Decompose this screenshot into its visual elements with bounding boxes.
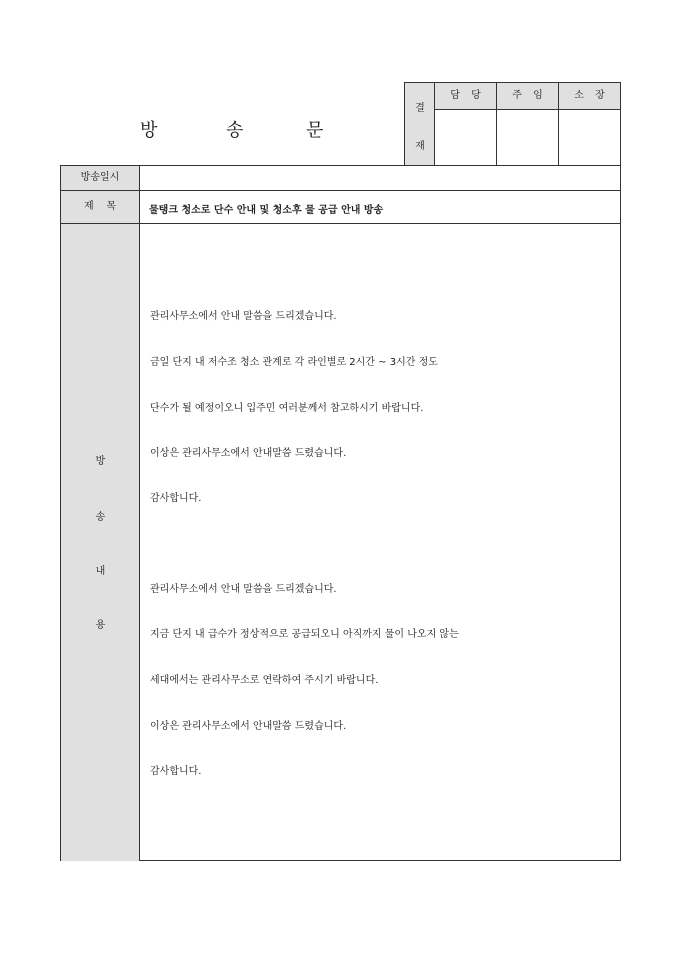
approval-box — [404, 82, 621, 165]
content-line: 관리사무소에서 안내 말씀을 드리겠습니다. — [150, 311, 337, 322]
row-divider — [61, 223, 620, 224]
broadcast-form — [60, 165, 621, 861]
approval-right-border — [620, 82, 621, 165]
content-label-cell — [61, 224, 140, 861]
title-char: 방 — [140, 120, 158, 141]
content-line: 지금 단지 내 급수가 정상적으로 공급되오니 아직까지 물이 나오지 않는 — [150, 629, 459, 640]
content-line: 감사합니다. — [150, 493, 202, 504]
subject-value[interactable]: 물탱크 청소로 단수 안내 및 청소후 물 공급 안내 방송 — [149, 205, 384, 216]
title-char: 송 — [226, 120, 244, 141]
signature-box-director[interactable] — [558, 109, 620, 165]
content-line: 감사합니다. — [150, 766, 202, 777]
content-line: 이상은 관리사무소에서 안내말씀 드렸습니다. — [150, 721, 347, 732]
content-line: 세대에서는 관리사무소로 연락하여 주시기 바랍니다. — [150, 675, 379, 686]
approval-label-cell — [404, 82, 434, 165]
approval-header-manager: 담 당 — [434, 82, 496, 109]
row-divider — [61, 190, 620, 191]
subject-label: 제 목 — [61, 191, 140, 223]
content-line: 이상은 관리사무소에서 안내말씀 드렸습니다. — [150, 448, 347, 459]
approval-header-director: 소 장 — [558, 82, 620, 109]
approval-header-chief: 주 임 — [496, 82, 558, 109]
content-line: 관리사무소에서 안내 말씀을 드리겠습니다. — [150, 584, 337, 595]
content-label-char: 내 — [95, 566, 106, 577]
content-label-char: 용 — [95, 620, 106, 631]
title-char: 문 — [306, 120, 324, 141]
broadcast-date-label: 방송일시 — [61, 166, 140, 190]
content-line: 금일 단지 내 저수조 청소 관계로 각 라인별로 2시간 ~ 3시간 정도 — [150, 357, 438, 368]
approval-label-char: 결 — [415, 103, 425, 114]
content-label-char: 방 — [95, 456, 106, 467]
signature-box-manager[interactable] — [434, 109, 496, 165]
content-line: 단수가 될 예정이오니 입주민 여러분께서 참고하시기 바랍니다. — [150, 403, 424, 414]
signature-box-chief[interactable] — [496, 109, 558, 165]
approval-label-char: 재 — [415, 141, 425, 152]
content-label-char: 송 — [95, 512, 106, 523]
